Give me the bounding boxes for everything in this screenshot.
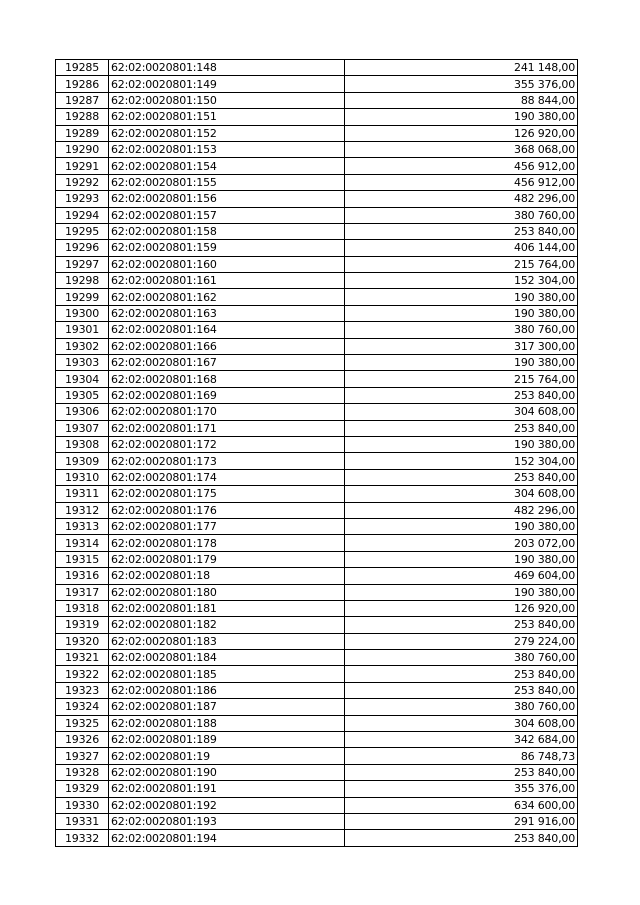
table-row xyxy=(56,109,578,125)
cadastral-value-cell: 456 912,00 xyxy=(345,158,578,174)
row-number-cell: 19294 xyxy=(56,207,109,223)
cadastral-value-cell: 456 912,00 xyxy=(345,174,578,190)
cadastral-number-cell: 62:02:0020801:186 xyxy=(109,682,345,698)
table-body xyxy=(56,60,578,847)
cadastral-number-cell: 62:02:0020801:153 xyxy=(109,141,345,157)
row-number-cell: 19318 xyxy=(56,600,109,616)
cadastral-value-cell: 190 380,00 xyxy=(345,305,578,321)
table-row xyxy=(56,699,578,715)
cadastral-value-cell: 190 380,00 xyxy=(345,355,578,371)
row-number-cell: 19322 xyxy=(56,666,109,682)
cadastral-value-cell: 304 608,00 xyxy=(345,404,578,420)
row-number-cell: 19291 xyxy=(56,158,109,174)
cadastral-value-cell: 380 760,00 xyxy=(345,322,578,338)
table-row xyxy=(56,486,578,502)
table-row xyxy=(56,584,578,600)
row-number-cell: 19293 xyxy=(56,191,109,207)
cadastral-number-cell: 62:02:0020801:166 xyxy=(109,338,345,354)
cadastral-value-cell: 126 920,00 xyxy=(345,125,578,141)
table-row xyxy=(56,781,578,797)
cadastral-number-cell: 62:02:0020801:174 xyxy=(109,469,345,485)
cadastral-value-cell: 253 840,00 xyxy=(345,469,578,485)
row-number-cell: 19301 xyxy=(56,322,109,338)
cadastral-number-cell: 62:02:0020801:172 xyxy=(109,436,345,452)
cadastral-number-cell: 62:02:0020801:162 xyxy=(109,289,345,305)
table-row xyxy=(56,797,578,813)
row-number-cell: 19295 xyxy=(56,223,109,239)
cadastral-value-cell: 253 840,00 xyxy=(345,223,578,239)
cadastral-number-cell: 62:02:0020801:192 xyxy=(109,797,345,813)
cadastral-number-cell: 62:02:0020801:152 xyxy=(109,125,345,141)
cadastral-number-cell: 62:02:0020801:194 xyxy=(109,830,345,846)
table-row xyxy=(56,813,578,829)
table-row xyxy=(56,207,578,223)
table-row xyxy=(56,748,578,764)
cadastral-value-cell: 253 840,00 xyxy=(345,682,578,698)
cadastral-number-cell: 62:02:0020801:181 xyxy=(109,600,345,616)
cadastral-number-cell: 62:02:0020801:151 xyxy=(109,109,345,125)
row-number-cell: 19315 xyxy=(56,551,109,567)
row-number-cell: 19311 xyxy=(56,486,109,502)
table-row xyxy=(56,715,578,731)
row-number-cell: 19287 xyxy=(56,92,109,108)
cadastral-value-cell: 190 380,00 xyxy=(345,289,578,305)
table-row xyxy=(56,732,578,748)
cadastral-value-cell: 368 068,00 xyxy=(345,141,578,157)
cadastral-value-cell: 241 148,00 xyxy=(345,60,578,76)
table-row xyxy=(56,387,578,403)
table-row xyxy=(56,240,578,256)
cadastral-value-cell: 304 608,00 xyxy=(345,486,578,502)
table-row xyxy=(56,289,578,305)
row-number-cell: 19306 xyxy=(56,404,109,420)
cadastral-number-cell: 62:02:0020801:185 xyxy=(109,666,345,682)
row-number-cell: 19298 xyxy=(56,273,109,289)
cadastral-number-cell: 62:02:0020801:161 xyxy=(109,273,345,289)
row-number-cell: 19288 xyxy=(56,109,109,125)
cadastral-number-cell: 62:02:0020801:179 xyxy=(109,551,345,567)
cadastral-value-cell: 253 840,00 xyxy=(345,666,578,682)
table-row xyxy=(56,273,578,289)
table-row xyxy=(56,355,578,371)
row-number-cell: 19325 xyxy=(56,715,109,731)
row-number-cell: 19307 xyxy=(56,420,109,436)
cadastral-number-cell: 62:02:0020801:160 xyxy=(109,256,345,272)
cadastral-number-cell: 62:02:0020801:175 xyxy=(109,486,345,502)
cadastral-number-cell: 62:02:0020801:169 xyxy=(109,387,345,403)
table-row xyxy=(56,830,578,846)
row-number-cell: 19310 xyxy=(56,469,109,485)
table-row xyxy=(56,371,578,387)
row-number-cell: 19302 xyxy=(56,338,109,354)
cadastral-number-cell: 62:02:0020801:149 xyxy=(109,76,345,92)
cadastral-value-cell: 469 604,00 xyxy=(345,568,578,584)
cadastral-number-cell: 62:02:0020801:188 xyxy=(109,715,345,731)
row-number-cell: 19299 xyxy=(56,289,109,305)
cadastral-value-cell: 88 844,00 xyxy=(345,92,578,108)
cadastral-number-cell: 62:02:0020801:158 xyxy=(109,223,345,239)
cadastral-number-cell: 62:02:0020801:159 xyxy=(109,240,345,256)
cadastral-number-cell: 62:02:0020801:171 xyxy=(109,420,345,436)
table-row xyxy=(56,551,578,567)
table-row xyxy=(56,76,578,92)
row-number-cell: 19329 xyxy=(56,781,109,797)
row-number-cell: 19297 xyxy=(56,256,109,272)
row-number-cell: 19304 xyxy=(56,371,109,387)
row-number-cell: 19303 xyxy=(56,355,109,371)
cadastral-number-cell: 62:02:0020801:191 xyxy=(109,781,345,797)
cadastral-value-cell: 253 840,00 xyxy=(345,617,578,633)
cadastral-value-cell: 86 748,73 xyxy=(345,748,578,764)
row-number-cell: 19324 xyxy=(56,699,109,715)
cadastral-value-cell: 190 380,00 xyxy=(345,584,578,600)
cadastral-value-cell: 253 840,00 xyxy=(345,387,578,403)
row-number-cell: 19316 xyxy=(56,568,109,584)
cadastral-value-cell: 190 380,00 xyxy=(345,518,578,534)
table-row xyxy=(56,518,578,534)
table-row xyxy=(56,436,578,452)
row-number-cell: 19312 xyxy=(56,502,109,518)
table-row xyxy=(56,650,578,666)
cadastral-number-cell: 62:02:0020801:170 xyxy=(109,404,345,420)
table-row xyxy=(56,92,578,108)
table-row xyxy=(56,469,578,485)
cadastral-number-cell: 62:02:0020801:173 xyxy=(109,453,345,469)
table-row xyxy=(56,174,578,190)
table-row xyxy=(56,141,578,157)
cadastral-number-cell: 62:02:0020801:154 xyxy=(109,158,345,174)
table-row xyxy=(56,666,578,682)
cadastral-value-cell: 152 304,00 xyxy=(345,453,578,469)
table-row xyxy=(56,60,578,76)
cadastral-number-cell: 62:02:0020801:190 xyxy=(109,764,345,780)
row-number-cell: 19317 xyxy=(56,584,109,600)
cadastral-value-cell: 355 376,00 xyxy=(345,76,578,92)
cadastral-value-cell: 380 760,00 xyxy=(345,207,578,223)
cadastral-value-cell: 253 840,00 xyxy=(345,764,578,780)
cadastral-value-cell: 203 072,00 xyxy=(345,535,578,551)
row-number-cell: 19313 xyxy=(56,518,109,534)
row-number-cell: 19320 xyxy=(56,633,109,649)
table-row xyxy=(56,420,578,436)
table-row xyxy=(56,764,578,780)
row-number-cell: 19309 xyxy=(56,453,109,469)
cadastral-value-cell: 291 916,00 xyxy=(345,813,578,829)
row-number-cell: 19328 xyxy=(56,764,109,780)
cadastral-number-cell: 62:02:0020801:184 xyxy=(109,650,345,666)
table-row xyxy=(56,568,578,584)
table-row xyxy=(56,502,578,518)
cadastral-value-cell: 317 300,00 xyxy=(345,338,578,354)
row-number-cell: 19308 xyxy=(56,436,109,452)
table-row xyxy=(56,322,578,338)
row-number-cell: 19331 xyxy=(56,813,109,829)
cadastral-value-cell: 634 600,00 xyxy=(345,797,578,813)
cadastral-value-cell: 190 380,00 xyxy=(345,436,578,452)
table-row xyxy=(56,535,578,551)
table-row xyxy=(56,191,578,207)
cadastral-value-cell: 215 764,00 xyxy=(345,256,578,272)
table-row xyxy=(56,617,578,633)
cadastral-number-cell: 62:02:0020801:178 xyxy=(109,535,345,551)
cadastral-number-cell: 62:02:0020801:19 xyxy=(109,748,345,764)
cadastral-value-cell: 406 144,00 xyxy=(345,240,578,256)
cadastral-number-cell: 62:02:0020801:187 xyxy=(109,699,345,715)
cadastral-value-cell: 482 296,00 xyxy=(345,191,578,207)
cadastral-value-cell: 482 296,00 xyxy=(345,502,578,518)
row-number-cell: 19330 xyxy=(56,797,109,813)
cadastral-value-cell: 304 608,00 xyxy=(345,715,578,731)
cadastral-number-cell: 62:02:0020801:182 xyxy=(109,617,345,633)
table-row xyxy=(56,453,578,469)
row-number-cell: 19327 xyxy=(56,748,109,764)
row-number-cell: 19321 xyxy=(56,650,109,666)
cadastral-number-cell: 62:02:0020801:193 xyxy=(109,813,345,829)
table-row xyxy=(56,600,578,616)
cadastral-number-cell: 62:02:0020801:18 xyxy=(109,568,345,584)
row-number-cell: 19286 xyxy=(56,76,109,92)
table-row xyxy=(56,682,578,698)
row-number-cell: 19323 xyxy=(56,682,109,698)
row-number-cell: 19326 xyxy=(56,732,109,748)
cadastral-value-cell: 380 760,00 xyxy=(345,699,578,715)
cadastral-value-cell: 190 380,00 xyxy=(345,109,578,125)
row-number-cell: 19296 xyxy=(56,240,109,256)
cadastral-number-cell: 62:02:0020801:150 xyxy=(109,92,345,108)
cadastral-number-cell: 62:02:0020801:157 xyxy=(109,207,345,223)
row-number-cell: 19305 xyxy=(56,387,109,403)
table-row xyxy=(56,125,578,141)
row-number-cell: 19285 xyxy=(56,60,109,76)
row-number-cell: 19289 xyxy=(56,125,109,141)
row-number-cell: 19314 xyxy=(56,535,109,551)
row-number-cell: 19292 xyxy=(56,174,109,190)
cadastral-number-cell: 62:02:0020801:176 xyxy=(109,502,345,518)
cadastral-value-cell: 380 760,00 xyxy=(345,650,578,666)
cadastral-value-cell: 253 840,00 xyxy=(345,420,578,436)
table-row xyxy=(56,404,578,420)
table-row xyxy=(56,158,578,174)
cadastral-value-cell: 342 684,00 xyxy=(345,732,578,748)
cadastral-number-cell: 62:02:0020801:189 xyxy=(109,732,345,748)
cadastral-value-cell: 152 304,00 xyxy=(345,273,578,289)
cadastral-value-cell: 190 380,00 xyxy=(345,551,578,567)
cadastral-number-cell: 62:02:0020801:167 xyxy=(109,355,345,371)
cadastral-number-cell: 62:02:0020801:148 xyxy=(109,60,345,76)
row-number-cell: 19290 xyxy=(56,141,109,157)
cadastral-number-cell: 62:02:0020801:156 xyxy=(109,191,345,207)
cadastral-value-cell: 355 376,00 xyxy=(345,781,578,797)
cadastral-value-cell: 215 764,00 xyxy=(345,371,578,387)
cadastral-number-cell: 62:02:0020801:164 xyxy=(109,322,345,338)
cadastral-value-table xyxy=(55,59,578,847)
table-row xyxy=(56,633,578,649)
cadastral-number-cell: 62:02:0020801:168 xyxy=(109,371,345,387)
cadastral-number-cell: 62:02:0020801:183 xyxy=(109,633,345,649)
table-row xyxy=(56,338,578,354)
cadastral-number-cell: 62:02:0020801:180 xyxy=(109,584,345,600)
cadastral-value-cell: 126 920,00 xyxy=(345,600,578,616)
cadastral-value-cell: 279 224,00 xyxy=(345,633,578,649)
cadastral-number-cell: 62:02:0020801:177 xyxy=(109,518,345,534)
table-row xyxy=(56,305,578,321)
row-number-cell: 19319 xyxy=(56,617,109,633)
cadastral-value-cell: 253 840,00 xyxy=(345,830,578,846)
row-number-cell: 19332 xyxy=(56,830,109,846)
table-row xyxy=(56,223,578,239)
row-number-cell: 19300 xyxy=(56,305,109,321)
cadastral-number-cell: 62:02:0020801:155 xyxy=(109,174,345,190)
cadastral-number-cell: 62:02:0020801:163 xyxy=(109,305,345,321)
table-row xyxy=(56,256,578,272)
